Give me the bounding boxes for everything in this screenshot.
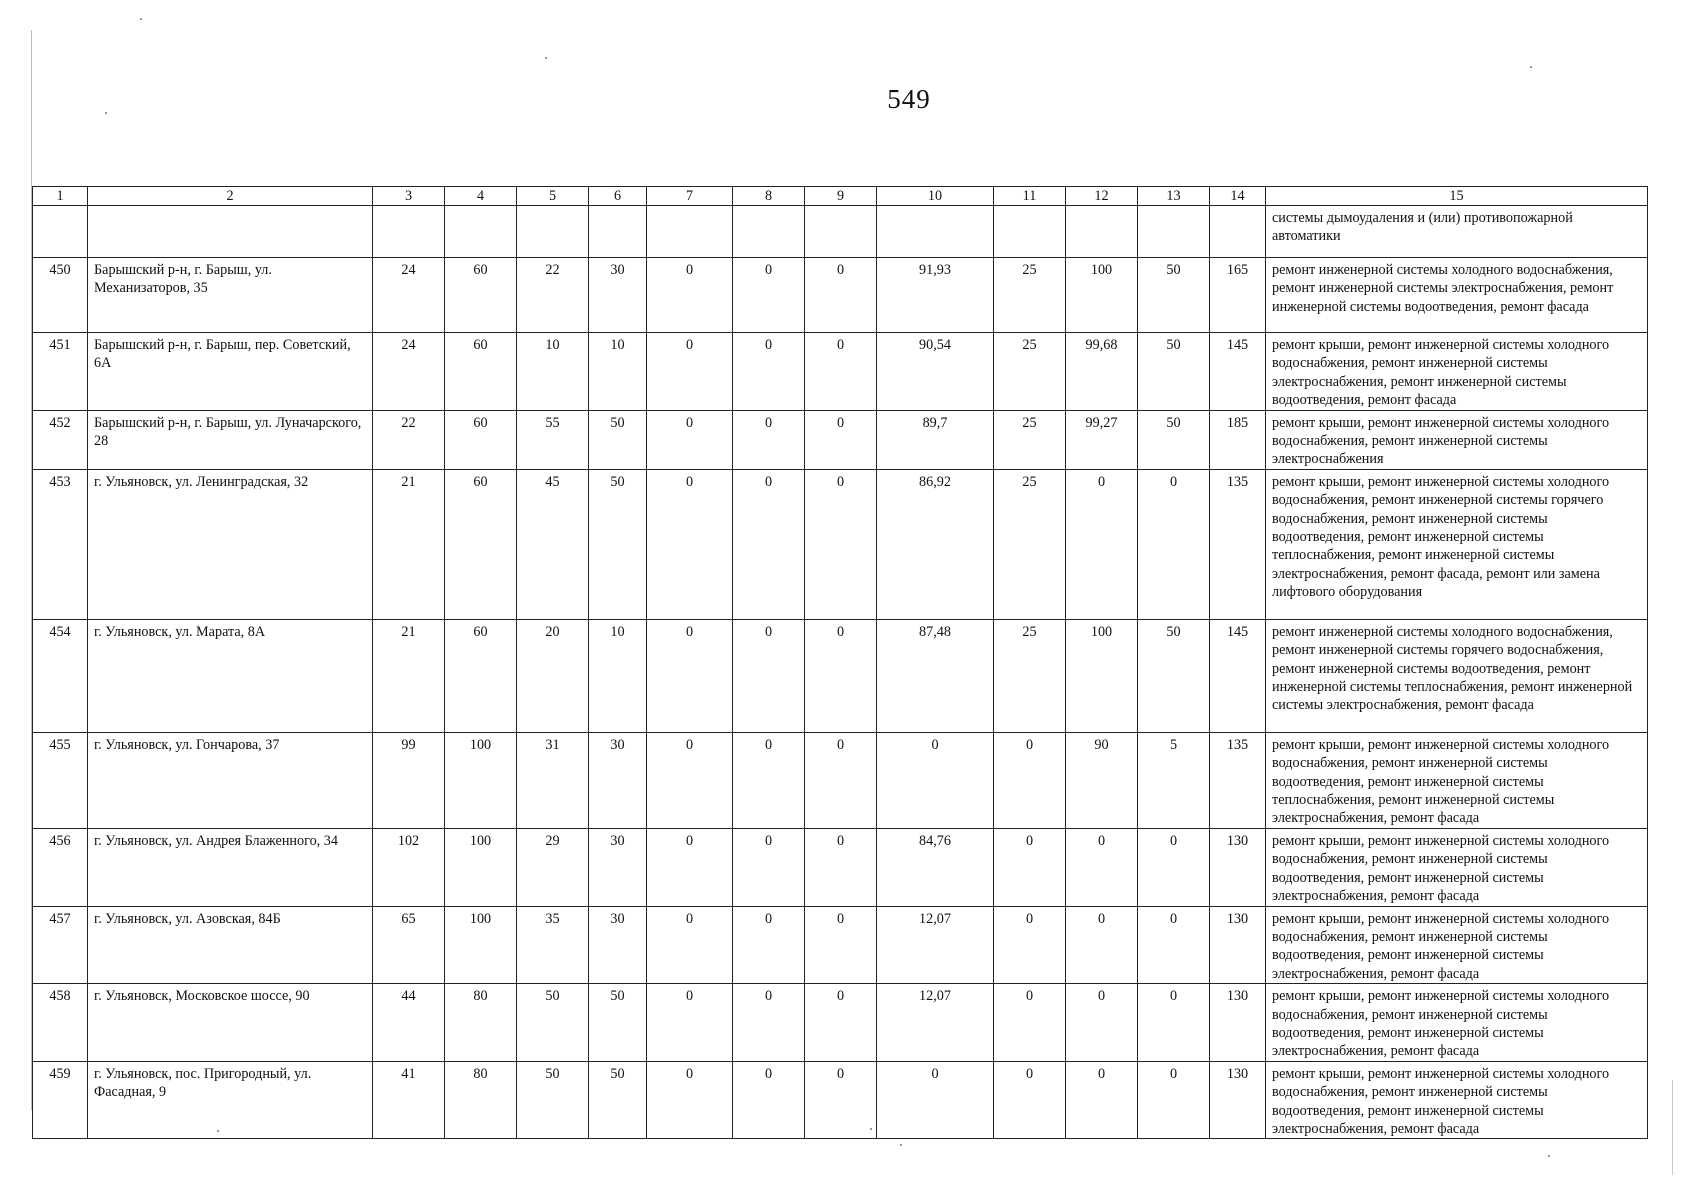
table-cell: 130 bbox=[1210, 828, 1266, 906]
table-cell: 90,54 bbox=[877, 333, 994, 411]
table-cell: 0 bbox=[805, 619, 877, 732]
work-types-cell: ремонт крыши, ремонт инженерной системы холодного водоснабжения, ремонт инженерной системы электроснабжения, ремонт инженерной системы водоотведения, ремонт фасада bbox=[1266, 333, 1648, 411]
row-number: 459 bbox=[33, 1061, 88, 1139]
column-header: 11 bbox=[994, 187, 1066, 206]
table-cell: 0 bbox=[1138, 828, 1210, 906]
table-cell bbox=[733, 206, 805, 258]
column-header: 13 bbox=[1138, 187, 1210, 206]
row-number: 453 bbox=[33, 469, 88, 619]
table-row bbox=[33, 469, 1648, 619]
table-cell bbox=[877, 206, 994, 258]
table-cell: 55 bbox=[517, 410, 589, 469]
table-cell: 0 bbox=[733, 1061, 805, 1139]
table-cell: 30 bbox=[589, 828, 647, 906]
table-cell: 185 bbox=[1210, 410, 1266, 469]
column-header: 2 bbox=[88, 187, 373, 206]
table-cell: 50 bbox=[1138, 258, 1210, 333]
table-cell: 130 bbox=[1210, 984, 1266, 1062]
table-cell: 99 bbox=[373, 732, 445, 828]
table-row bbox=[33, 258, 1648, 333]
column-header: 4 bbox=[445, 187, 517, 206]
address-cell: Барышский р-н, г. Барыш, пер. Советский, 6А bbox=[88, 333, 373, 411]
table-cell: 87,48 bbox=[877, 619, 994, 732]
table-cell: 0 bbox=[733, 410, 805, 469]
table-cell: 0 bbox=[994, 1061, 1066, 1139]
address-cell: г. Ульяновск, ул. Андрея Блаженного, 34 bbox=[88, 828, 373, 906]
table-cell: 0 bbox=[877, 1061, 994, 1139]
table-row bbox=[33, 619, 1648, 732]
table-row bbox=[33, 333, 1648, 411]
work-types-cell: ремонт крыши, ремонт инженерной системы холодного водоснабжения, ремонт инженерной системы водоотведения, ремонт инженерной системы электроснабжения, ремонт фасада bbox=[1266, 984, 1648, 1062]
table-cell: 99,27 bbox=[1066, 410, 1138, 469]
table-cell: 100 bbox=[445, 906, 517, 984]
row-number: 450 bbox=[33, 258, 88, 333]
table-cell: 102 bbox=[373, 828, 445, 906]
address-cell: г. Ульяновск, ул. Гончарова, 37 bbox=[88, 732, 373, 828]
table-cell bbox=[589, 206, 647, 258]
address-cell: Барышский р-н, г. Барыш, ул. Механизаторов, 35 bbox=[88, 258, 373, 333]
table-cell: 50 bbox=[589, 984, 647, 1062]
table-cell: 0 bbox=[1066, 828, 1138, 906]
address-cell: г. Ульяновск, ул. Марата, 8А bbox=[88, 619, 373, 732]
table-cell bbox=[445, 206, 517, 258]
table-cell bbox=[88, 206, 373, 258]
table-cell: 0 bbox=[1138, 906, 1210, 984]
row-number: 457 bbox=[33, 906, 88, 984]
work-types-cell: ремонт инженерной системы холодного водоснабжения, ремонт инженерной системы горячего водоснабжения, ремонт инженерной системы водоотведения, ремонт инженерной системы теплоснабжения, ремонт инженерной системы электроснабжения, ремонт фасада bbox=[1266, 619, 1648, 732]
table-cell: 100 bbox=[445, 732, 517, 828]
table-cell: 0 bbox=[994, 828, 1066, 906]
table-cell: 50 bbox=[517, 1061, 589, 1139]
table-cell: 0 bbox=[805, 333, 877, 411]
table-cell: 130 bbox=[1210, 1061, 1266, 1139]
table-cell: 25 bbox=[994, 469, 1066, 619]
table-cell: 35 bbox=[517, 906, 589, 984]
table-row bbox=[33, 410, 1648, 469]
table-cell bbox=[1138, 206, 1210, 258]
address-cell: г. Ульяновск, Московское шоссе, 90 bbox=[88, 984, 373, 1062]
row-number: 455 bbox=[33, 732, 88, 828]
column-header: 12 bbox=[1066, 187, 1138, 206]
table-cell: 86,92 bbox=[877, 469, 994, 619]
table-cell: 50 bbox=[517, 984, 589, 1062]
table-cell: 0 bbox=[733, 619, 805, 732]
table-cell: 135 bbox=[1210, 732, 1266, 828]
table-cell: 0 bbox=[994, 732, 1066, 828]
column-header: 3 bbox=[373, 187, 445, 206]
column-number-row bbox=[33, 187, 1648, 206]
table-cell: 0 bbox=[805, 258, 877, 333]
table-cell: 0 bbox=[805, 732, 877, 828]
table-row bbox=[33, 984, 1648, 1062]
table-cell: 50 bbox=[589, 410, 647, 469]
table-row bbox=[33, 906, 1648, 984]
table-cell: 25 bbox=[994, 333, 1066, 411]
table-cell: 0 bbox=[1066, 984, 1138, 1062]
table-cell: 20 bbox=[517, 619, 589, 732]
address-cell: г. Ульяновск, пос. Пригородный, ул. Фасадная, 9 bbox=[88, 1061, 373, 1139]
table-row bbox=[33, 828, 1648, 906]
scan-speck bbox=[900, 1144, 902, 1146]
table-cell: 0 bbox=[647, 732, 733, 828]
table-cell: 41 bbox=[373, 1061, 445, 1139]
table-cell bbox=[373, 206, 445, 258]
table-cell: 0 bbox=[994, 906, 1066, 984]
table-cell: 100 bbox=[1066, 258, 1138, 333]
table-cell: 0 bbox=[647, 333, 733, 411]
table-cell: 0 bbox=[647, 619, 733, 732]
scan-speck bbox=[140, 18, 142, 20]
table-cell: 0 bbox=[1138, 469, 1210, 619]
table-cell: 21 bbox=[373, 619, 445, 732]
table-cell: 91,93 bbox=[877, 258, 994, 333]
table-cell: 22 bbox=[373, 410, 445, 469]
table-cell: 100 bbox=[445, 828, 517, 906]
table-cell: 0 bbox=[805, 828, 877, 906]
column-header: 15 bbox=[1266, 187, 1648, 206]
table-cell: 24 bbox=[373, 258, 445, 333]
work-types-cell: ремонт крыши, ремонт инженерной системы холодного водоснабжения, ремонт инженерной системы водоотведения, ремонт инженерной системы электроснабжения, ремонт фасада bbox=[1266, 828, 1648, 906]
table-cell: 0 bbox=[733, 469, 805, 619]
table-cell: 0 bbox=[1066, 469, 1138, 619]
table-cell: 12,07 bbox=[877, 984, 994, 1062]
table-cell: 0 bbox=[877, 732, 994, 828]
work-types-cell: ремонт крыши, ремонт инженерной системы холодного водоснабжения, ремонт инженерной системы водоотведения, ремонт инженерной системы электроснабжения, ремонт фасада bbox=[1266, 906, 1648, 984]
table-row bbox=[33, 732, 1648, 828]
continuation-row bbox=[33, 206, 1648, 258]
work-types-cell: ремонт крыши, ремонт инженерной системы холодного водоснабжения, ремонт инженерной системы водоотведения, ремонт инженерной системы теплоснабжения, ремонт инженерной системы электроснабжения, ремонт фасада bbox=[1266, 732, 1648, 828]
table-cell bbox=[1210, 206, 1266, 258]
table-cell: 0 bbox=[805, 469, 877, 619]
table-cell: 50 bbox=[1138, 333, 1210, 411]
scan-edge-line bbox=[1672, 1080, 1673, 1175]
column-header: 6 bbox=[589, 187, 647, 206]
column-header: 1 bbox=[33, 187, 88, 206]
row-number: 458 bbox=[33, 984, 88, 1062]
table-cell: системы дымоудаления и (или) противопожарной автоматики bbox=[1266, 206, 1648, 258]
scan-speck bbox=[217, 1130, 219, 1132]
table-cell: 25 bbox=[994, 619, 1066, 732]
work-types-cell: ремонт крыши, ремонт инженерной системы холодного водоснабжения, ремонт инженерной системы электроснабжения bbox=[1266, 410, 1648, 469]
table-cell: 50 bbox=[589, 469, 647, 619]
table-cell: 30 bbox=[589, 258, 647, 333]
table-cell: 80 bbox=[445, 1061, 517, 1139]
table-cell: 0 bbox=[805, 1061, 877, 1139]
table-cell: 0 bbox=[1138, 984, 1210, 1062]
table-cell: 65 bbox=[373, 906, 445, 984]
address-cell: г. Ульяновск, ул. Ленинградская, 32 bbox=[88, 469, 373, 619]
table-cell: 44 bbox=[373, 984, 445, 1062]
table-cell: 10 bbox=[517, 333, 589, 411]
table-cell: 21 bbox=[373, 469, 445, 619]
row-number: 454 bbox=[33, 619, 88, 732]
table-cell: 0 bbox=[1138, 1061, 1210, 1139]
column-header: 14 bbox=[1210, 187, 1266, 206]
table-cell: 0 bbox=[647, 984, 733, 1062]
table-cell: 0 bbox=[733, 732, 805, 828]
table-cell: 80 bbox=[445, 984, 517, 1062]
table-cell: 24 bbox=[373, 333, 445, 411]
table-cell: 0 bbox=[647, 410, 733, 469]
table-cell: 25 bbox=[994, 410, 1066, 469]
table-cell: 5 bbox=[1138, 732, 1210, 828]
table-cell bbox=[33, 206, 88, 258]
column-header: 7 bbox=[647, 187, 733, 206]
repair-register-table bbox=[32, 186, 1648, 1139]
table-cell: 0 bbox=[647, 1061, 733, 1139]
page-number: 549 bbox=[887, 84, 931, 114]
table-cell: 12,07 bbox=[877, 906, 994, 984]
column-header: 9 bbox=[805, 187, 877, 206]
table-cell: 0 bbox=[733, 906, 805, 984]
table-cell: 90 bbox=[1066, 732, 1138, 828]
column-header: 10 bbox=[877, 187, 994, 206]
address-cell: г. Ульяновск, ул. Азовская, 84Б bbox=[88, 906, 373, 984]
table-cell: 99,68 bbox=[1066, 333, 1138, 411]
work-types-cell: ремонт крыши, ремонт инженерной системы холодного водоснабжения, ремонт инженерной системы горячего водоснабжения, ремонт инженерной системы водоотведения, ремонт инженерной системы теплоснабжения, ремонт инженерной системы электроснабжения, ремонт фасада, ремонт или замена лифтового оборудования bbox=[1266, 469, 1648, 619]
column-header: 8 bbox=[733, 187, 805, 206]
scan-speck bbox=[1530, 66, 1532, 68]
table-cell: 60 bbox=[445, 258, 517, 333]
table-cell: 135 bbox=[1210, 469, 1266, 619]
table-cell: 89,7 bbox=[877, 410, 994, 469]
table-cell: 10 bbox=[589, 619, 647, 732]
scan-speck bbox=[105, 112, 107, 114]
row-number: 456 bbox=[33, 828, 88, 906]
table-cell: 30 bbox=[589, 906, 647, 984]
column-header: 5 bbox=[517, 187, 589, 206]
table-cell: 50 bbox=[1138, 410, 1210, 469]
table-cell: 145 bbox=[1210, 333, 1266, 411]
table-cell: 60 bbox=[445, 469, 517, 619]
table-cell: 29 bbox=[517, 828, 589, 906]
work-types-cell: ремонт крыши, ремонт инженерной системы холодного водоснабжения, ремонт инженерной системы водоотведения, ремонт инженерной системы электроснабжения, ремонт фасада bbox=[1266, 1061, 1648, 1139]
table-cell: 0 bbox=[647, 828, 733, 906]
table-cell: 50 bbox=[1138, 619, 1210, 732]
row-number: 451 bbox=[33, 333, 88, 411]
table-cell: 0 bbox=[805, 906, 877, 984]
table-cell: 130 bbox=[1210, 906, 1266, 984]
table-cell: 50 bbox=[589, 1061, 647, 1139]
table-cell: 60 bbox=[445, 333, 517, 411]
table-cell bbox=[994, 206, 1066, 258]
table-cell: 31 bbox=[517, 732, 589, 828]
table-cell: 0 bbox=[647, 469, 733, 619]
table-cell: 84,76 bbox=[877, 828, 994, 906]
table-cell: 0 bbox=[994, 984, 1066, 1062]
table-cell: 30 bbox=[589, 732, 647, 828]
table-cell: 100 bbox=[1066, 619, 1138, 732]
table-cell: 0 bbox=[733, 333, 805, 411]
table-row bbox=[33, 1061, 1648, 1139]
table-cell: 60 bbox=[445, 410, 517, 469]
scan-speck bbox=[545, 57, 547, 59]
table-cell: 45 bbox=[517, 469, 589, 619]
table-cell: 145 bbox=[1210, 619, 1266, 732]
table-cell: 0 bbox=[647, 906, 733, 984]
table-cell: 165 bbox=[1210, 258, 1266, 333]
table-cell: 0 bbox=[1066, 906, 1138, 984]
table-cell: 10 bbox=[589, 333, 647, 411]
table-cell: 22 bbox=[517, 258, 589, 333]
table-cell bbox=[1066, 206, 1138, 258]
address-cell: Барышский р-н, г. Барыш, ул. Луначарского, 28 bbox=[88, 410, 373, 469]
table-cell: 60 bbox=[445, 619, 517, 732]
table-cell bbox=[647, 206, 733, 258]
table-cell: 0 bbox=[805, 984, 877, 1062]
scan-speck bbox=[1548, 1155, 1550, 1157]
table-cell: 0 bbox=[733, 258, 805, 333]
scan-speck bbox=[870, 1128, 872, 1130]
table-cell: 25 bbox=[994, 258, 1066, 333]
work-types-cell: ремонт инженерной системы холодного водоснабжения, ремонт инженерной системы электроснабжения, ремонт инженерной системы водоотведения, ремонт фасада bbox=[1266, 258, 1648, 333]
row-number: 452 bbox=[33, 410, 88, 469]
table-cell: 0 bbox=[647, 258, 733, 333]
table-cell bbox=[805, 206, 877, 258]
table-cell: 0 bbox=[1066, 1061, 1138, 1139]
table-cell: 0 bbox=[805, 410, 877, 469]
table-cell: 0 bbox=[733, 984, 805, 1062]
table-cell bbox=[517, 206, 589, 258]
table-cell: 0 bbox=[733, 828, 805, 906]
